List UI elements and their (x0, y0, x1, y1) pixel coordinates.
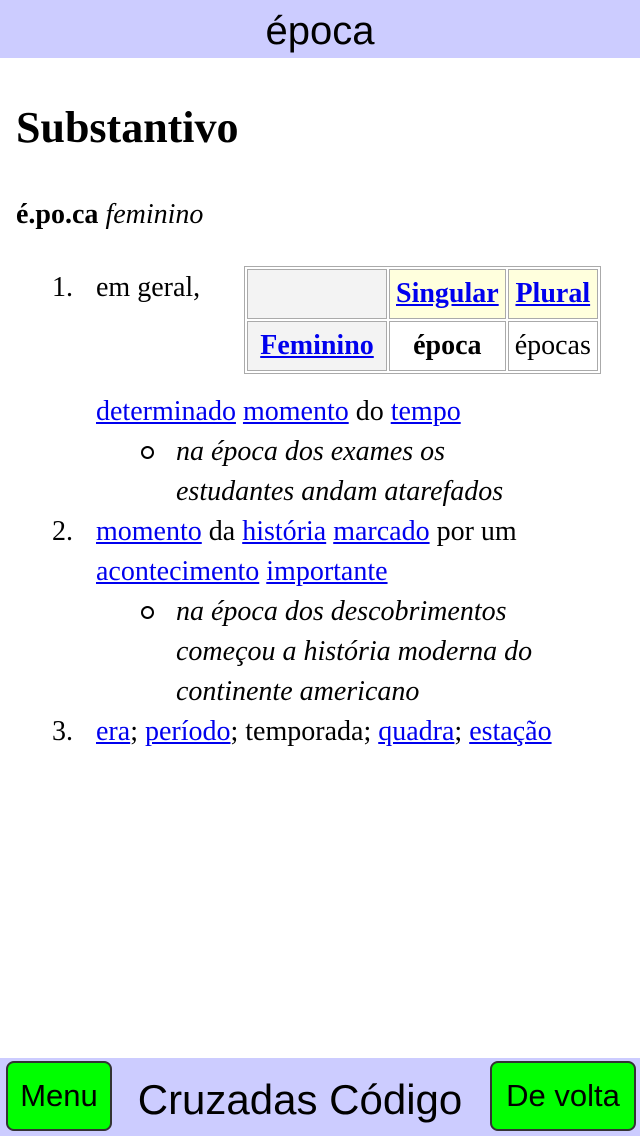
inflection-plural-value: épocas (508, 321, 598, 371)
example-bullet-icon (141, 606, 154, 619)
example-bullet-icon (141, 446, 154, 459)
link-era[interactable]: era (96, 716, 131, 747)
inflection-row-feminino (247, 321, 387, 371)
separator: ; (454, 716, 463, 747)
text-do: do (355, 396, 384, 427)
sense-number-2: 2. (52, 516, 73, 547)
sense-1-example-line-1: na época dos exames os (176, 436, 446, 467)
inflection-col-singular (389, 269, 506, 319)
bottom-toolbar (0, 1058, 640, 1136)
singular-link[interactable]: Singular (396, 278, 499, 309)
inflection-table (244, 266, 601, 374)
gender-label: feminino (105, 199, 204, 230)
sense-2-example-line-2: começou a história moderna do (176, 636, 533, 667)
inflection-col-plural (508, 269, 598, 319)
menu-button[interactable]: Menu (6, 1061, 112, 1131)
link-periodo[interactable]: período (144, 716, 231, 747)
link-tempo[interactable]: tempo (390, 396, 461, 427)
feminino-link[interactable]: Feminino (260, 330, 374, 361)
link-momento[interactable]: momento (242, 396, 349, 427)
headword-syllables: é.po.ca (16, 199, 99, 230)
text-por-um: por um (436, 516, 517, 547)
sense-1-definition (96, 392, 461, 432)
text-temporada: ; temporada; (230, 716, 372, 747)
plural-link[interactable]: Plural (515, 278, 591, 309)
bottom-title[interactable]: Cruzadas Código (137, 1076, 463, 1123)
link-historia[interactable]: história (242, 516, 327, 547)
sense-2-example-line-1: na época dos descobrimentos (176, 596, 507, 627)
sense-3-synonyms (96, 712, 552, 752)
sense-1-intro: em geral, (96, 272, 201, 303)
link-momento-2[interactable]: momento (96, 516, 202, 547)
sense-number-1: 1. (52, 272, 73, 303)
back-button[interactable]: De volta (490, 1061, 636, 1131)
link-acontecimento[interactable]: acontecimento (96, 556, 260, 587)
sense-1-example-line-2: estudantes andam atarefados (176, 476, 504, 507)
sense-number-3: 3. (52, 716, 73, 747)
sense-2-example-line-3: continente americano (176, 676, 420, 707)
inflection-corner-cell (247, 269, 387, 319)
page-title: época (265, 9, 375, 53)
headword-line (16, 198, 203, 232)
link-importante[interactable]: importante (266, 556, 388, 587)
link-estacao[interactable]: estação (469, 716, 552, 747)
top-title-bar (0, 0, 640, 58)
part-of-speech-heading: Substantivo (16, 103, 239, 152)
text-da: da (208, 516, 236, 547)
sense-2-definition-line-2 (96, 552, 388, 592)
separator: ; (130, 716, 138, 747)
link-marcado[interactable]: marcado (333, 516, 430, 547)
link-quadra[interactable]: quadra (378, 716, 455, 747)
sense-2-definition-line-1 (96, 512, 517, 552)
inflection-singular-value: época (389, 321, 506, 371)
link-determinado[interactable]: determinado (96, 396, 236, 427)
